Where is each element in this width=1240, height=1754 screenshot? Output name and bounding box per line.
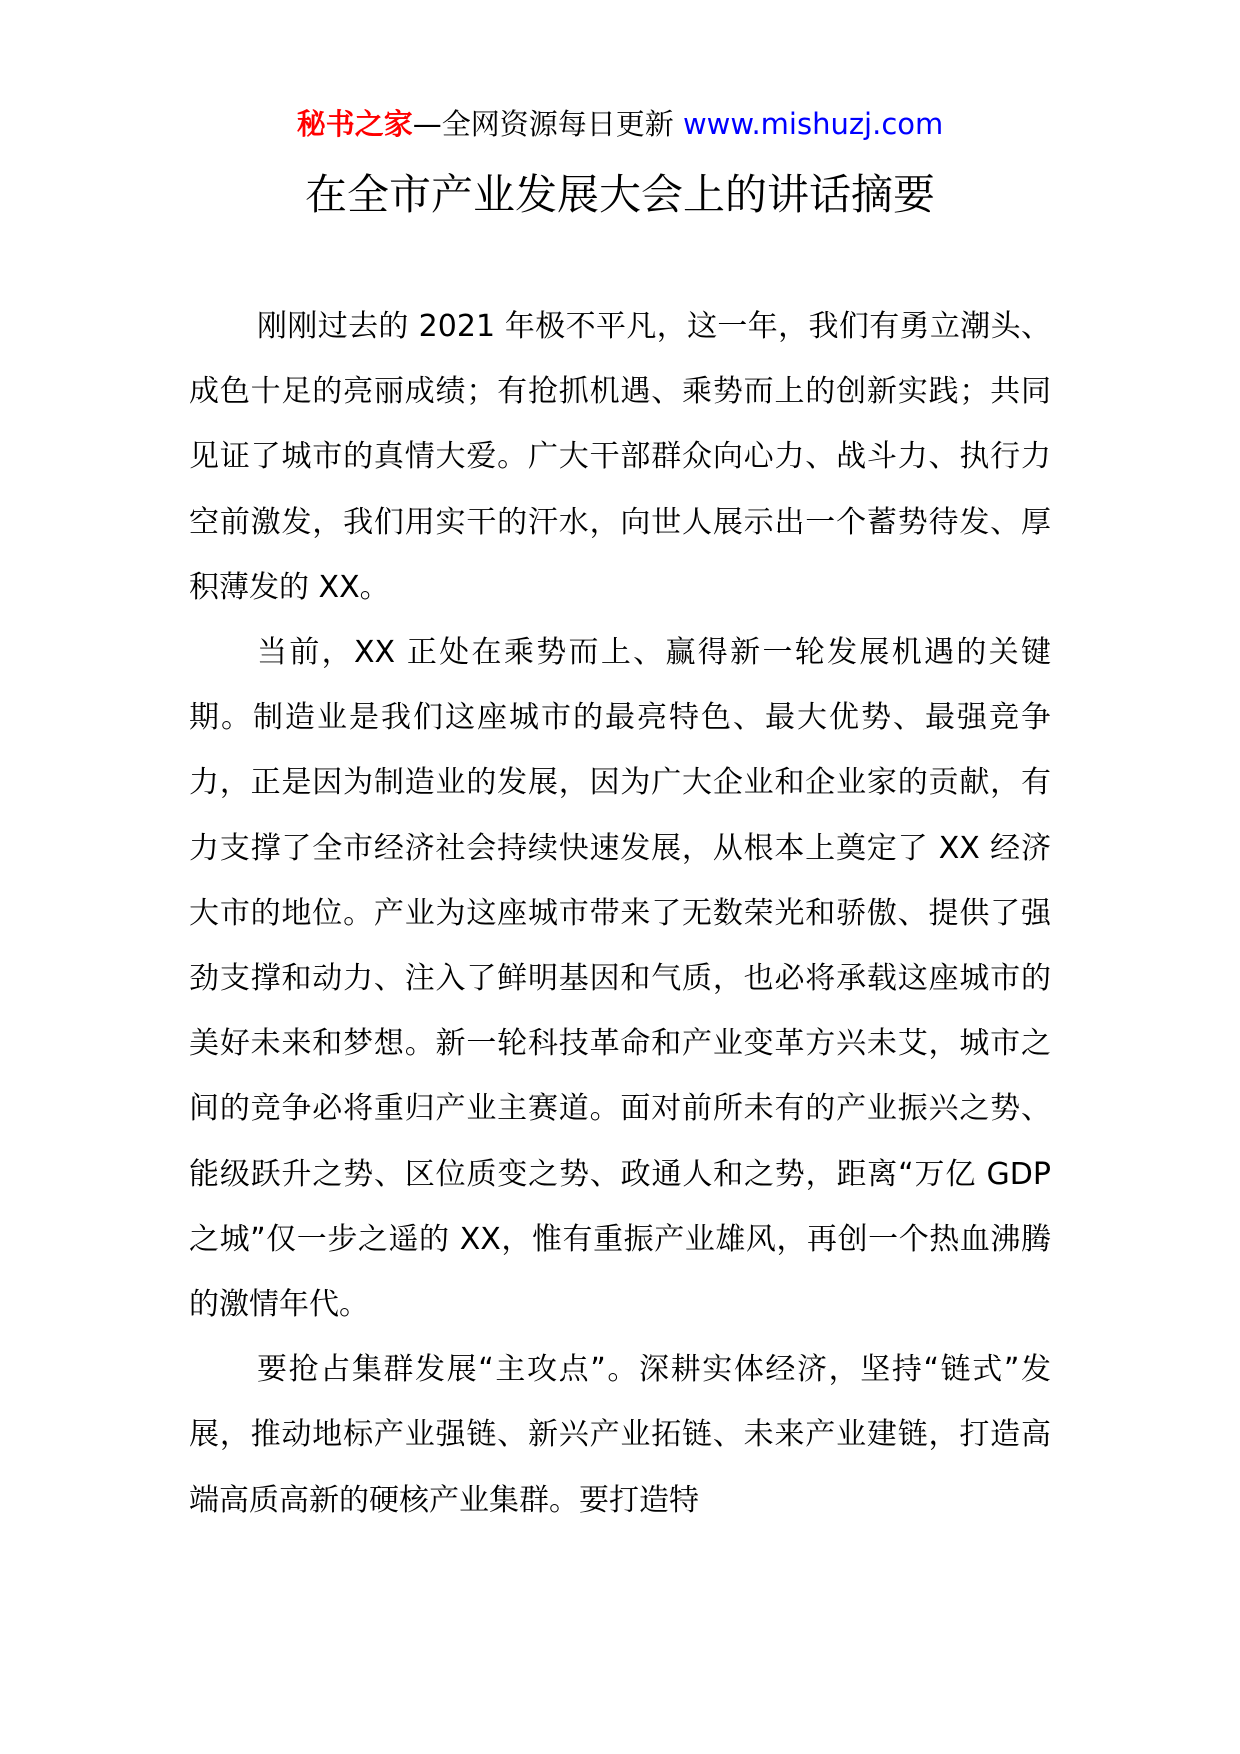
document-title: 在全市产业发展大会上的讲话摘要 xyxy=(304,170,935,219)
site-url-link[interactable]: www.mishuzj.com xyxy=(682,107,944,141)
site-banner xyxy=(0,104,1240,144)
document-body xyxy=(189,294,1051,1533)
site-brand-name: 秘书之家 xyxy=(296,107,413,141)
paragraph-1: 刚刚过去的 2021 年极不平凡，这一年，我们有勇立潮头、成色十足的亮丽成绩；有抢抓机遇、乘势而上的创新实践；共同见证了城市的真情大爱。广大干部群众向心力、战斗力、执行力空前激发，我们用实干的汗水，向世人展示出一个蓄势待发、厚积薄发的 XX。 xyxy=(189,309,1051,605)
paragraph-3: 要抢占集群发展“主攻点”。深耕实体经济，坚持“链式”发展，推动地标产业强链、新兴产业拓链、未来产业建链，打造高端高质高新的硬核产业集群。要打造特 xyxy=(189,1352,1051,1518)
site-tagline: —全网资源每日更新 xyxy=(412,107,683,141)
paragraph-2: 当前，XX 正处在乘势而上、赢得新一轮发展机遇的关键期。制造业是我们这座城市的最亮特色、最大优势、最强竞争力，正是因为制造业的发展，因为广大企业和企业家的贡献，有力支撑了全市经济社会持续快速发展，从根本上奠定了 XX 经济大市的地位。产业为这座城市带来了无数荣光和骄傲、提供了强劲支撑和动力、注入了鲜明基因和气质，也必将承载这座城市的美好未来和梦想。新一轮科技革命和产业变革方兴未艾，城市之间的竞争必将重归产业主赛道。面对前所未有的产业振兴之势、能级跃升之势、区位质变之势、政通人和之势，距离“万亿 GDP 之城”仅一步之遥的 XX，惟有重振产业雄风，再创一个热血沸腾的激情年代。 xyxy=(189,635,1051,1323)
